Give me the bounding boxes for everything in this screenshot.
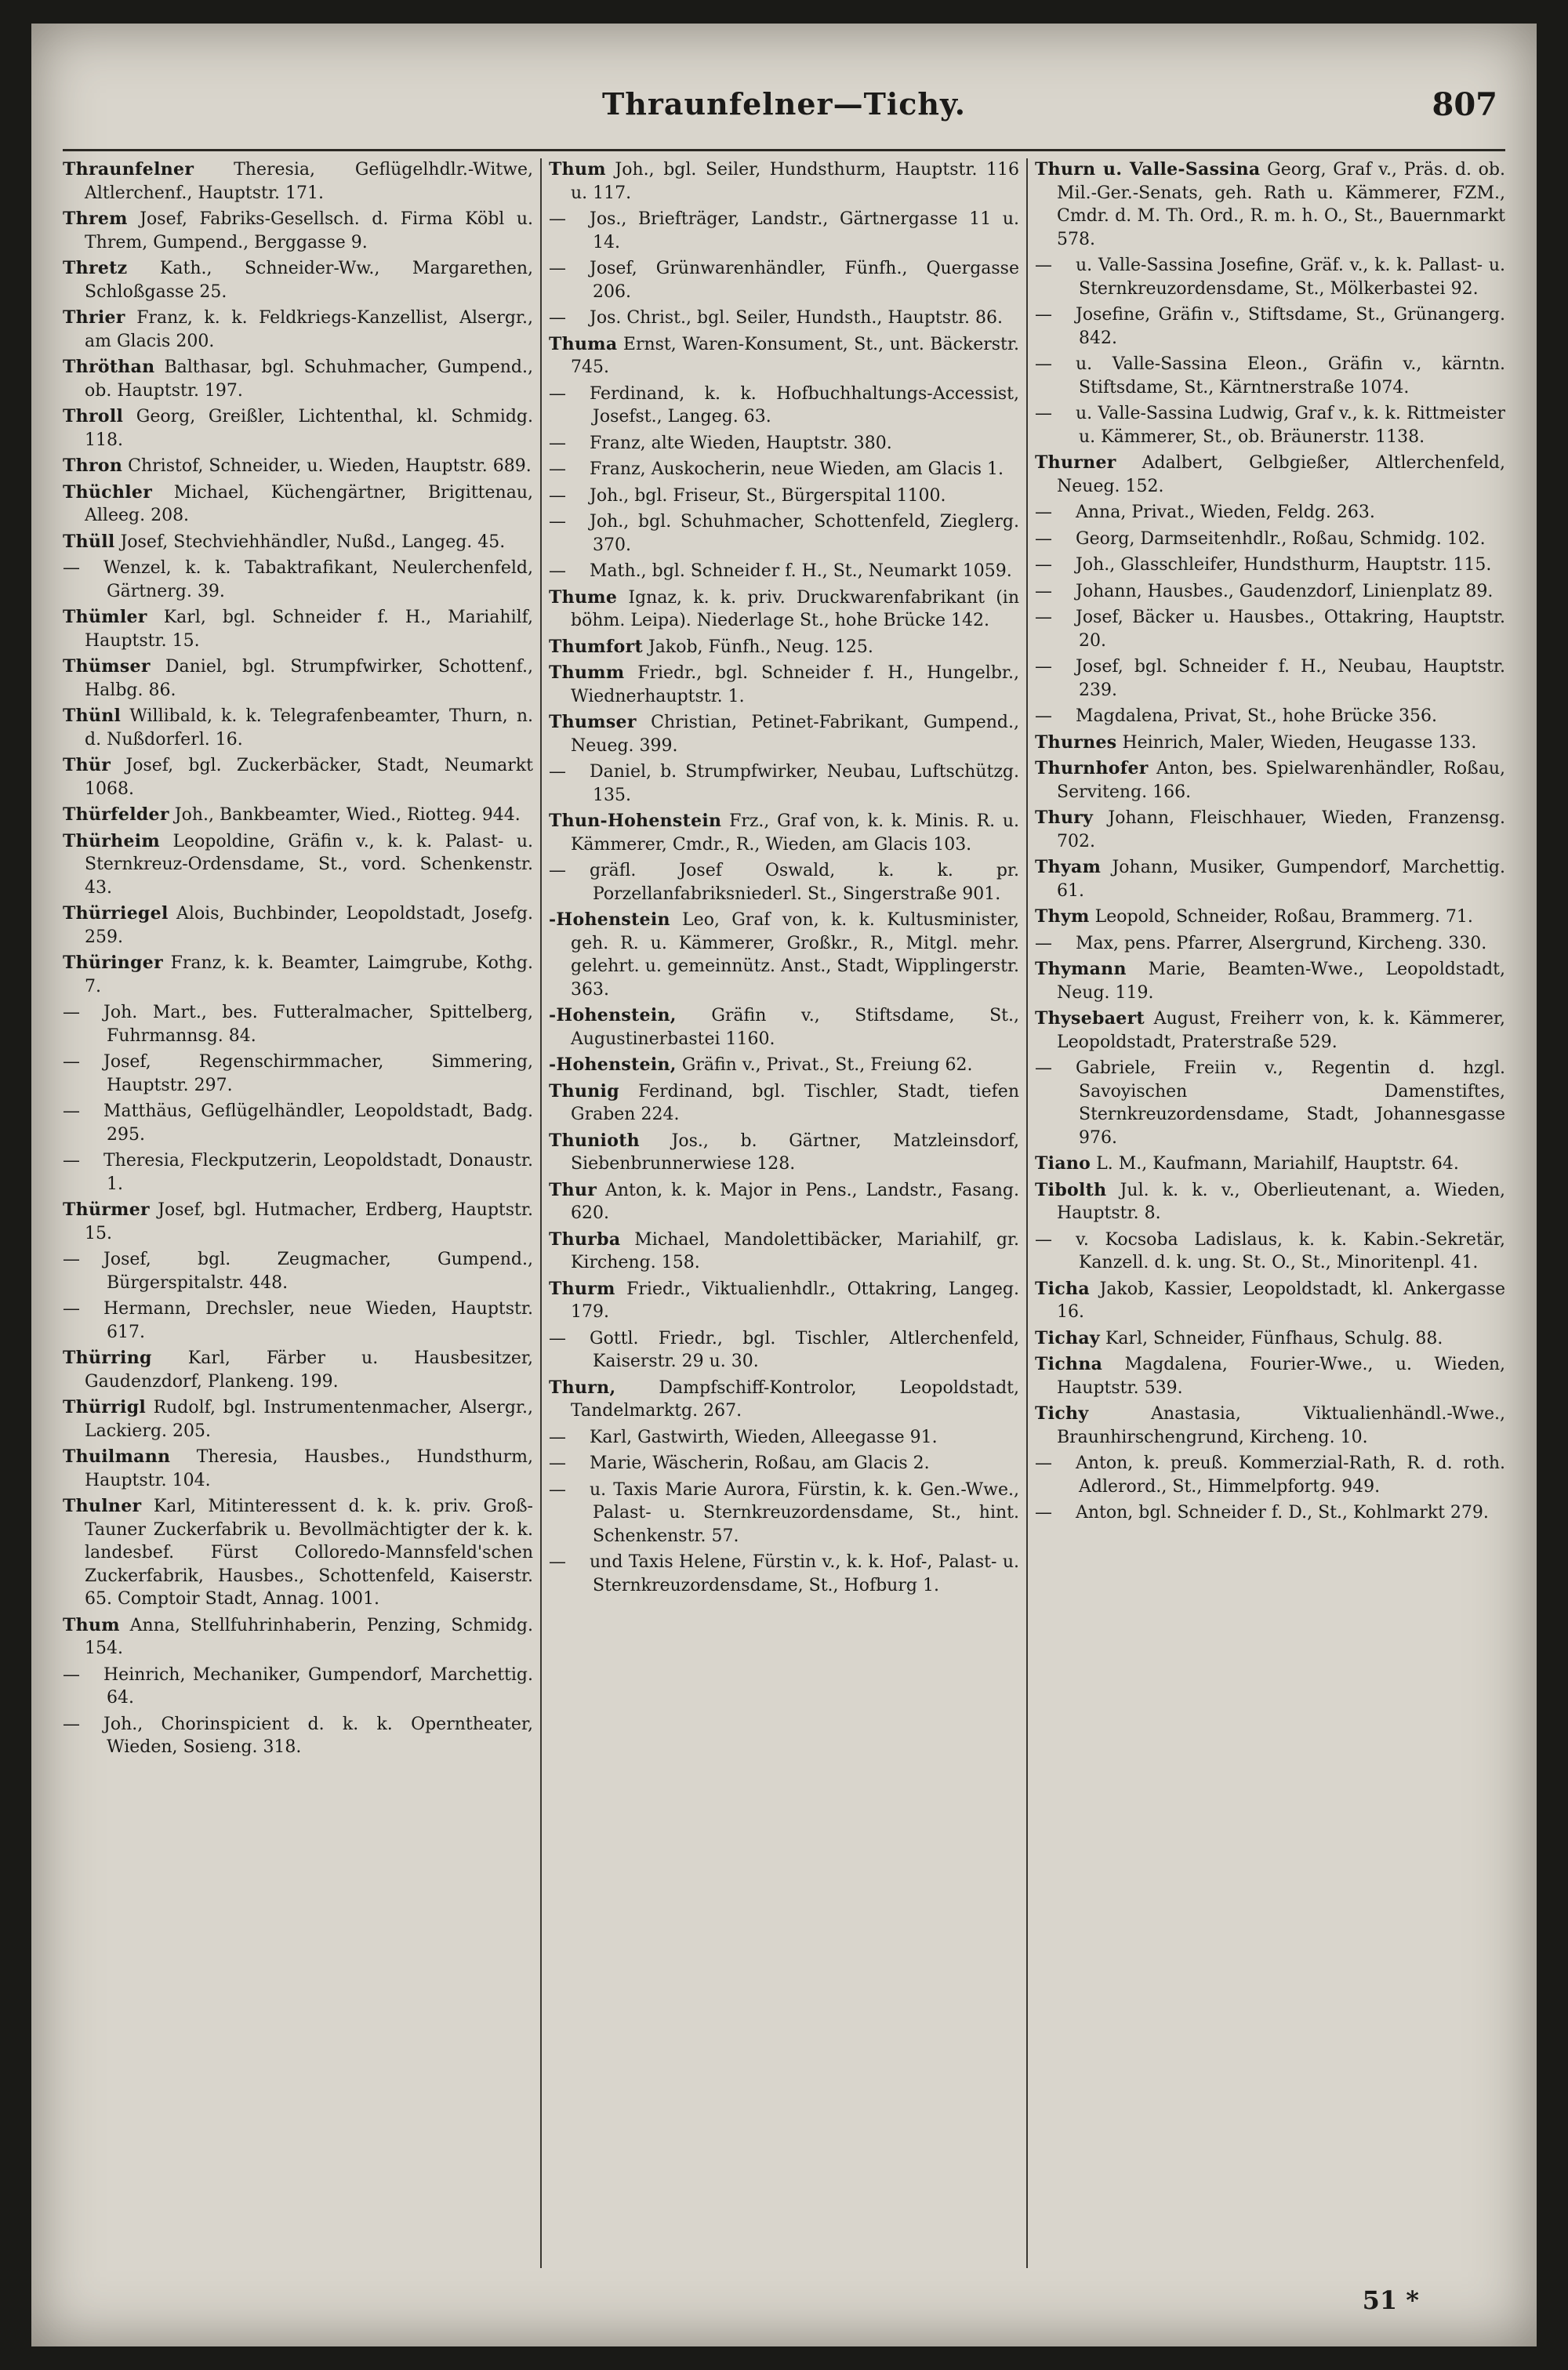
entry-surname: Thürheim bbox=[63, 830, 160, 851]
directory-entry bbox=[1035, 1403, 1505, 1449]
entry-text: Ferdinand, k. k. Hofbuchhaltungs-Accessist, Josefst., Langeg. 63. bbox=[590, 383, 1019, 426]
continuation-dash: — bbox=[1035, 933, 1052, 953]
entry-text: gräfl. Josef Oswald, k. k. pr. Porzellanfabriksniederl. St., Singerstraße 901. bbox=[590, 861, 1019, 904]
entry-text: Gräfin v., Stiftsdame, St., Augustinerbastei 1160. bbox=[571, 1006, 1019, 1049]
directory-entry bbox=[549, 1479, 1019, 1548]
directory-entry bbox=[549, 1426, 1019, 1450]
entry-surname: -Hohenstein bbox=[549, 909, 670, 930]
entry-text: Marie, Wäscherin, Roßau, am Glacis 2. bbox=[590, 1454, 930, 1473]
entry-text: Wenzel, k. k. Tabaktrafikant, Neulerchenfeld, Gärtnerg. 39. bbox=[103, 558, 533, 601]
directory-entry bbox=[549, 485, 1019, 508]
entry-surname: Thretz bbox=[63, 258, 128, 278]
directory-entry bbox=[63, 1495, 533, 1611]
entry-surname: Thröthan bbox=[63, 357, 155, 377]
entry-surname: Thurnes bbox=[1035, 731, 1117, 753]
directory-entry bbox=[549, 909, 1019, 1001]
directory-entry bbox=[549, 810, 1019, 856]
entry-surname: Thunioth bbox=[549, 1130, 640, 1151]
entry-text: v. Kocsoba Ladislaus, k. k. Kabin.-Sekretär, Kanzell. d. k. ung. St. O., St., Minoritenpl. 41. bbox=[1076, 1229, 1505, 1272]
continuation-dash: — bbox=[1035, 581, 1052, 601]
entry-text: Frz., Graf von, k. k. Minis. R. u. Kämmerer, Cmdr., R., Wieden, am Glacis 103. bbox=[571, 811, 1019, 855]
continuation-dash: — bbox=[549, 259, 566, 278]
entry-text: Georg, Greißler, Lichtenthal, kl. Schmidg. 118. bbox=[85, 407, 533, 450]
entry-text: Heinrich, Mechaniker, Gumpendorf, Marchettig. 64. bbox=[103, 1664, 533, 1708]
entry-text: Alois, Buchbinder, Leopoldstadt, Josefg. 259. bbox=[85, 904, 533, 947]
entry-text: Karl, bgl. Schneider f. H., Mariahilf, Hauptstr. 15. bbox=[85, 608, 533, 651]
entry-surname: Thürrigl bbox=[63, 1397, 147, 1417]
entry-text: Anna, Stellfuhrinhaberin, Penzing, Schmidg. 154. bbox=[85, 1615, 533, 1658]
continuation-dash: — bbox=[549, 308, 566, 328]
continuation-dash: — bbox=[63, 1299, 80, 1319]
directory-entry bbox=[63, 531, 533, 554]
directory-entry bbox=[1035, 1007, 1505, 1054]
entry-surname: Tichy bbox=[1035, 1403, 1089, 1424]
directory-entry bbox=[1035, 958, 1505, 1004]
entry-surname: Tichna bbox=[1035, 1354, 1103, 1374]
continuation-dash: — bbox=[1035, 555, 1052, 575]
continuation-dash: — bbox=[63, 558, 80, 578]
page-number: 807 bbox=[1432, 86, 1497, 123]
entry-surname: Thurnhofer bbox=[1035, 758, 1149, 779]
directory-entry bbox=[1035, 254, 1505, 300]
entry-surname: Thum bbox=[549, 159, 606, 180]
directory-entry bbox=[1035, 655, 1505, 702]
entry-text: und Taxis Helene, Fürstin v., k. k. Hof-, Palast- u. Sternkreuzordensdame, St., Hofburg 1. bbox=[590, 1552, 1019, 1595]
entry-text: Michael, Mandolettibäcker, Mariahilf, gr. Kircheng. 158. bbox=[571, 1229, 1019, 1272]
directory-entry bbox=[1035, 553, 1505, 577]
directory-entry bbox=[1035, 731, 1505, 755]
entry-text: Rudolf, bgl. Instrumentenmacher, Alsergr., Lackierg. 205. bbox=[85, 1398, 533, 1441]
entry-text: u. Valle-Sassina Josefine, Gräf. v., k. k. Pallast- u. Sternkreuzordensdame, St., Mölkerbastei 92. bbox=[1076, 256, 1505, 299]
directory-entry bbox=[63, 557, 533, 603]
entry-surname: Thumfort bbox=[549, 636, 643, 657]
entry-surname: Thümler bbox=[63, 607, 147, 627]
entry-surname: Thurner bbox=[1035, 452, 1116, 473]
running-head: Thraunfelner—Tichy. bbox=[601, 86, 966, 122]
header-rule bbox=[63, 149, 1505, 151]
directory-entry bbox=[63, 257, 533, 303]
continuation-dash: — bbox=[1035, 706, 1052, 726]
entry-surname: Thrier bbox=[63, 307, 125, 328]
entry-surname: Thüringer bbox=[63, 953, 163, 973]
entry-text: Hermann, Drechsler, neue Wieden, Hauptstr. 617. bbox=[103, 1299, 533, 1342]
entry-text: Joh. Mart., bes. Futteralmacher, Spittelberg, Fuhrmannsg. 84. bbox=[103, 1003, 533, 1046]
directory-entry bbox=[1035, 856, 1505, 902]
directory-entry bbox=[1035, 303, 1505, 350]
entry-text: Karl, Mitinteressent d. k. k. priv. Groß-Tauner Zuckerfabrik u. Bevollmächtigter der k. k. landesbef. Fürst Colloredo-Mannsfeld'schen Zuckerfabrik, Hausbes., Schottenfeld, Kaiserstr. 65. Comptoir Stadt, Annag. 1001. bbox=[85, 1497, 533, 1609]
entry-text: Dampfschiff-Kontrolor, Leopoldstadt, Tandelmarktg. 267. bbox=[571, 1377, 1019, 1421]
directory-entry bbox=[63, 158, 533, 205]
directory-entry bbox=[549, 208, 1019, 254]
continuation-dash: — bbox=[549, 1479, 566, 1500]
entry-text: u. Valle-Sassina Ludwig, Graf v., k. k. Rittmeister u. Kämmerer, St., ob. Bräunerstr. 1138. bbox=[1076, 404, 1505, 447]
directory-entry bbox=[63, 830, 533, 900]
entry-surname: Thron bbox=[63, 455, 123, 476]
entry-text: Jakob, Kassier, Leopoldstadt, kl. Ankergasse 16. bbox=[1057, 1279, 1505, 1322]
continuation-dash: — bbox=[1035, 657, 1052, 677]
directory-entry bbox=[1035, 528, 1505, 551]
entry-text: Kath., Schneider-Ww., Margarethen, Schloßgasse 25. bbox=[85, 259, 533, 302]
directory-entry bbox=[63, 1664, 533, 1710]
directory-entry bbox=[63, 1248, 533, 1294]
entry-surname: -Hohenstein, bbox=[549, 1054, 677, 1075]
directory-entry bbox=[549, 458, 1019, 481]
continuation-dash: — bbox=[63, 1250, 80, 1269]
directory-entry bbox=[1035, 906, 1505, 929]
entry-surname: Thuma bbox=[549, 333, 618, 354]
entry-surname: Thurn, bbox=[549, 1377, 616, 1398]
directory-page bbox=[31, 24, 1537, 2346]
directory-entry bbox=[63, 405, 533, 452]
directory-entry bbox=[63, 952, 533, 998]
directory-entry bbox=[549, 636, 1019, 659]
entry-text: Anton, bes. Spielwarenhändler, Roßau, Serviteng. 166. bbox=[1057, 759, 1505, 802]
entry-surname: Thünl bbox=[63, 706, 122, 726]
entry-text: Balthasar, bgl. Schuhmacher, Gumpend., ob. Hauptstr. 197. bbox=[85, 357, 533, 401]
entry-text: Josef, bgl. Schneider f. H., Neubau, Hauptstr. 239. bbox=[1076, 657, 1505, 700]
entry-surname: Thunig bbox=[549, 1080, 619, 1102]
entry-text: Math., bgl. Schneider f. H., St., Neumarkt 1059. bbox=[590, 561, 1012, 581]
entry-text: Marie, Beamten-Wwe., Leopoldstadt, Neug. 119. bbox=[1057, 960, 1505, 1003]
directory-entry bbox=[63, 606, 533, 652]
entry-text: Christian, Petinet-Fabrikant, Gumpend., Neueg. 399. bbox=[571, 713, 1019, 756]
entry-surname: Thraunfelner bbox=[63, 159, 194, 180]
directory-entry bbox=[1035, 353, 1505, 399]
directory-entry bbox=[549, 560, 1019, 583]
continuation-dash: — bbox=[549, 433, 566, 453]
directory-entry bbox=[549, 510, 1019, 557]
directory-entry bbox=[549, 760, 1019, 807]
entry-surname: Tiano bbox=[1035, 1153, 1091, 1174]
directory-entry bbox=[63, 655, 533, 702]
entry-text: Josef, bgl. Hutmacher, Erdberg, Hauptstr. 15. bbox=[85, 1200, 533, 1243]
entry-text: Anton, k. preuß. Kommerzial-Rath, R. d. roth. Adlerord., St., Himmelpfortg. 949. bbox=[1076, 1454, 1505, 1497]
continuation-dash: — bbox=[549, 1454, 566, 1473]
directory-entry bbox=[549, 1229, 1019, 1275]
continuation-dash: — bbox=[549, 512, 566, 532]
entry-text: Friedr., Viktualienhdlr., Ottakring, Langeg. 179. bbox=[571, 1279, 1019, 1322]
directory-entry bbox=[549, 859, 1019, 906]
entry-text: Friedr., bgl. Schneider f. H., Hungelbr., Wiednerhauptstr. 1. bbox=[571, 663, 1019, 706]
directory-entry bbox=[1035, 606, 1505, 652]
directory-entry bbox=[1035, 580, 1505, 604]
entry-text: Anastasia, Viktualienhändl.-Wwe., Braunhirschengrund, Kircheng. 10. bbox=[1057, 1404, 1505, 1447]
entry-text: Franz, alte Wieden, Hauptstr. 380. bbox=[590, 433, 892, 453]
entry-text: Joh., Chorinspicient d. k. k. Operntheater, Wieden, Sosieng. 318. bbox=[103, 1714, 533, 1757]
directory-entry bbox=[549, 307, 1019, 330]
directory-entry bbox=[63, 705, 533, 751]
entry-text: Franz, k. k. Feldkriegs-Kanzellist, Alsergr., am Glacis 200. bbox=[85, 308, 533, 351]
entry-surname: Ticha bbox=[1035, 1278, 1090, 1299]
directory-entry bbox=[549, 1377, 1019, 1423]
entry-text: Jakob, Fünfh., Neug. 125. bbox=[648, 637, 873, 657]
entry-surname: Thurm bbox=[549, 1278, 615, 1299]
directory-entry bbox=[63, 1298, 533, 1344]
directory-entry bbox=[549, 1179, 1019, 1225]
entry-text: u. Valle-Sassina Eleon., Gräfin v., kärntn. Stiftsdame, St., Kärntnerstraße 1074. bbox=[1076, 354, 1505, 397]
continuation-dash: — bbox=[549, 762, 566, 782]
entry-text: Ignaz, k. k. priv. Druckwarenfabrikant (in böhm. Leipa). Niederlage St., hohe Brücke 142. bbox=[571, 587, 1019, 630]
directory-entry bbox=[63, 481, 533, 528]
continuation-dash: — bbox=[549, 209, 566, 229]
directory-entry bbox=[63, 804, 533, 827]
directory-entry bbox=[549, 257, 1019, 303]
entry-surname: Thumm bbox=[549, 662, 625, 683]
continuation-dash: — bbox=[63, 1714, 80, 1734]
entry-text: L. M., Kaufmann, Mariahilf, Hauptstr. 64. bbox=[1096, 1154, 1459, 1174]
directory-entry bbox=[63, 902, 533, 949]
entry-surname: -Hohenstein, bbox=[549, 1005, 677, 1025]
entry-text: Theresia, Hausbes., Hundsthurm, Hauptstr. 104. bbox=[85, 1447, 533, 1490]
entry-surname: Thury bbox=[1035, 808, 1094, 828]
entry-text: Gabriele, Freiin v., Regentin d. hzgl. Savoyischen Damenstiftes, Sternkreuzordensdame, Stadt, Johannesgasse 976. bbox=[1076, 1058, 1505, 1148]
directory-entry bbox=[63, 1051, 533, 1097]
directory-entry bbox=[549, 1551, 1019, 1597]
directory-entry bbox=[1035, 807, 1505, 853]
entry-text: Johann, Fleischhauer, Wieden, Franzensg. 702. bbox=[1057, 808, 1505, 851]
directory-entry bbox=[549, 1130, 1019, 1176]
entry-text: Gräfin v., Privat., St., Freiung 62. bbox=[681, 1055, 973, 1075]
entry-surname: Tichay bbox=[1035, 1327, 1100, 1348]
continuation-dash: — bbox=[63, 1664, 80, 1685]
entry-surname: Thür bbox=[63, 755, 111, 775]
entry-surname: Thume bbox=[549, 586, 618, 608]
directory-entry bbox=[63, 1001, 533, 1047]
entry-text: Franz, k. k. Beamter, Laimgrube, Kothg. 7. bbox=[85, 953, 533, 996]
directory-entry bbox=[1035, 1327, 1505, 1351]
entry-text: Michael, Küchengärtner, Brigittenau, Alleeg. 208. bbox=[85, 482, 533, 525]
directory-entry bbox=[63, 1446, 533, 1492]
continuation-dash: — bbox=[63, 1003, 80, 1022]
directory-entry bbox=[1035, 1452, 1505, 1498]
entry-text: Karl, Gastwirth, Wieden, Alleegasse 91. bbox=[590, 1427, 938, 1447]
continuation-dash: — bbox=[1035, 305, 1052, 325]
directory-entry bbox=[63, 1396, 533, 1443]
directory-entry bbox=[1035, 1278, 1505, 1324]
continuation-dash: — bbox=[1035, 256, 1052, 275]
directory-entry bbox=[549, 1004, 1019, 1051]
entry-text: Georg, Graf v., Präs. d. ob. Mil.-Ger.-Senats, geh. Rath u. Kämmerer, FZM., Cmdr. d. M. Th. Ord., R. m. h. O., St., Bauernmarkt 578. bbox=[1057, 160, 1505, 249]
continuation-dash: — bbox=[549, 1328, 566, 1348]
entry-text: Josef, Stechviehhändler, Nußd., Langeg. 45. bbox=[120, 532, 506, 552]
entry-text: Johann, Musiker, Gumpendorf, Marchettig. 61. bbox=[1057, 858, 1505, 901]
page-header bbox=[63, 86, 1505, 141]
entry-text: Georg, Darmseitenhdlr., Roßau, Schmidg. 102. bbox=[1076, 528, 1486, 549]
entry-surname: Thun-Hohenstein bbox=[549, 811, 722, 831]
entry-surname: Throll bbox=[63, 406, 124, 426]
directory-entry bbox=[1035, 402, 1505, 448]
directory-entry bbox=[63, 356, 533, 402]
entry-surname: Tibolth bbox=[1035, 1179, 1107, 1200]
entry-surname: Thym bbox=[1035, 906, 1090, 927]
entry-text: Willibald, k. k. Telegrafenbeamter, Thurn, n. d. Nußdorferl. 16. bbox=[85, 706, 533, 749]
entry-text: Daniel, b. Strumpfwirker, Neubau, Luftschützg. 135. bbox=[590, 762, 1019, 805]
continuation-dash: — bbox=[1035, 1454, 1052, 1473]
column-divider bbox=[1026, 158, 1028, 2268]
directory-entry bbox=[549, 1327, 1019, 1374]
continuation-dash: — bbox=[1035, 1058, 1052, 1078]
entry-surname: Thysebaert bbox=[1035, 1008, 1145, 1029]
entry-text: Josef, bgl. Zuckerbäcker, Stadt, Neumarkt 1068. bbox=[85, 756, 533, 799]
entry-text: Anna, Privat., Wieden, Feldg. 263. bbox=[1076, 503, 1375, 522]
entry-text: Josefine, Gräfin v., Stiftsdame, St., Grünangerg. 842. bbox=[1076, 305, 1505, 348]
directory-entry bbox=[1035, 1179, 1505, 1225]
directory-entry bbox=[549, 1452, 1019, 1475]
directory-entry bbox=[549, 158, 1019, 205]
continuation-dash: — bbox=[1035, 608, 1052, 627]
column-1 bbox=[63, 158, 533, 2268]
entry-text: Josef, Grünwarenhändler, Fünfh., Quergasse 206. bbox=[590, 259, 1019, 302]
entry-text: Josef, Regenschirmmacher, Simmering, Hauptstr. 297. bbox=[103, 1052, 533, 1095]
directory-entry bbox=[1035, 1152, 1505, 1176]
continuation-dash: — bbox=[549, 485, 566, 506]
entry-text: Karl, Schneider, Fünfhaus, Schulg. 88. bbox=[1105, 1328, 1443, 1348]
continuation-dash: — bbox=[63, 1102, 80, 1121]
entry-surname: Thymann bbox=[1035, 959, 1127, 979]
continuation-dash: — bbox=[1035, 1229, 1052, 1250]
entry-surname: Threm bbox=[63, 209, 128, 229]
entry-text: Jul. k. k. v., Oberlieutenant, a. Wieden, Hauptstr. 8. bbox=[1057, 1180, 1505, 1223]
entry-text: Leopoldine, Gräfin v., k. k. Palast- u. Sternkreuz-Ordensdame, St., vord. Schenkenstr. 43. bbox=[85, 831, 533, 898]
directory-entry bbox=[1035, 932, 1505, 956]
directory-entry bbox=[1035, 1501, 1505, 1525]
directory-entry bbox=[63, 208, 533, 254]
entry-text: Max, pens. Pfarrer, Alsergrund, Kircheng. 330. bbox=[1076, 933, 1487, 953]
entry-surname: Thurn u. Valle-Sassina bbox=[1035, 159, 1261, 180]
continuation-dash: — bbox=[63, 1052, 80, 1072]
entry-surname: Thümser bbox=[63, 656, 151, 677]
entry-text: Franz, Auskocherin, neue Wieden, am Glacis 1. bbox=[590, 459, 1004, 479]
entry-text: Josef, Fabriks-Gesellsch. d. Firma Köbl u. Threm, Gumpend., Berggasse 9. bbox=[85, 209, 533, 252]
entry-text: Gottl. Friedr., bgl. Tischler, Altlerchenfeld, Kaiserstr. 29 u. 30. bbox=[590, 1328, 1019, 1371]
entry-surname: Thyam bbox=[1035, 857, 1102, 877]
entry-text: Josef, Bäcker u. Hausbes., Ottakring, Hauptstr. 20. bbox=[1076, 608, 1505, 651]
entry-text: Karl, Färber u. Hausbesitzer, Gaudenzdorf, Plankeng. 199. bbox=[85, 1348, 533, 1392]
entry-text: August, Freiherr von, k. k. Kämmerer, Leopoldstadt, Praterstraße 529. bbox=[1057, 1009, 1505, 1052]
directory-entry bbox=[1035, 705, 1505, 728]
entry-surname: Thuilmann bbox=[63, 1446, 171, 1467]
continuation-dash: — bbox=[549, 1552, 566, 1572]
continuation-dash: — bbox=[1035, 404, 1052, 423]
entry-text: Leo, Graf von, k. k. Kultusminister, geh. R. u. Kämmerer, Großkr., R., Mitgl. mehr. gelehrt. u. gemeinnütz. Anst., Stadt, Wipplingerstr. 363. bbox=[571, 910, 1019, 1000]
continuation-dash: — bbox=[63, 1151, 80, 1170]
entry-text: Joh., bgl. Friseur, St., Bürgerspital 1100. bbox=[590, 485, 946, 506]
entry-text: Magdalena, Fourier-Wwe., u. Wieden, Hauptstr. 539. bbox=[1057, 1355, 1505, 1398]
entry-text: Heinrich, Maler, Wieden, Heugasse 133. bbox=[1122, 732, 1477, 753]
directory-entry bbox=[1035, 757, 1505, 804]
entry-surname: Thürriegel bbox=[63, 903, 169, 924]
entry-text: u. Taxis Marie Aurora, Fürstin, k. k. Gen.-Wwe., Palast- u. Sternkreuzordensdame, St., hint. Schenkenstr. 57. bbox=[590, 1479, 1019, 1546]
entry-text: Joh., bgl. Seiler, Hundsthurm, Hauptstr. 116 u. 117. bbox=[571, 160, 1019, 203]
entry-text: Christof, Schneider, u. Wieden, Hauptstr. 689. bbox=[128, 456, 532, 476]
directory-entry bbox=[1035, 158, 1505, 251]
directory-entry bbox=[63, 1100, 533, 1146]
entry-surname: Thürring bbox=[63, 1348, 152, 1368]
continuation-dash: — bbox=[1035, 503, 1052, 522]
entry-surname: Thurba bbox=[549, 1229, 621, 1250]
column-2 bbox=[549, 158, 1019, 2268]
directory-entry bbox=[549, 1278, 1019, 1324]
continuation-dash: — bbox=[549, 1427, 566, 1447]
entry-surname: Thur bbox=[549, 1179, 597, 1200]
directory-entry bbox=[63, 754, 533, 800]
entry-text: Ferdinand, bgl. Tischler, Stadt, tiefen Graben 224. bbox=[571, 1081, 1019, 1124]
entry-text: Daniel, bgl. Strumpfwirker, Schottenf., Halbg. 86. bbox=[85, 657, 533, 700]
directory-entry bbox=[549, 333, 1019, 379]
entry-surname: Thürmer bbox=[63, 1200, 150, 1220]
entry-text: Matthäus, Geflügelhändler, Leopoldstadt, Badg. 295. bbox=[103, 1102, 533, 1145]
column-divider bbox=[540, 158, 542, 2268]
entry-text: Joh., bgl. Schuhmacher, Schottenfeld, Zieglerg. 370. bbox=[590, 512, 1019, 555]
entry-surname: Thürfelder bbox=[63, 804, 169, 825]
directory-entry bbox=[63, 1149, 533, 1196]
directory-entry bbox=[549, 383, 1019, 429]
entry-text: Anton, k. k. Major in Pens., Landstr., Fasang. 620. bbox=[571, 1180, 1019, 1223]
entry-surname: Thüchler bbox=[63, 481, 153, 503]
directory-entry bbox=[63, 1347, 533, 1393]
entry-text: Jos., Briefträger, Landstr., Gärtnergasse 11 u. 14. bbox=[590, 209, 1019, 252]
entry-text: Josef, bgl. Zeugmacher, Gumpend., Bürgerspitalstr. 448. bbox=[103, 1250, 533, 1293]
entry-text: Joh., Bankbeamter, Wied., Riotteg. 944. bbox=[174, 805, 521, 825]
directory-entry bbox=[63, 455, 533, 478]
directory-entry bbox=[549, 1054, 1019, 1077]
entry-text: Anton, bgl. Schneider f. D., St., Kohlmarkt 279. bbox=[1076, 1503, 1489, 1523]
entry-text: Ernst, Waren-Konsument, St., unt. Bäckerstr. 745. bbox=[571, 334, 1019, 377]
entry-text: Magdalena, Privat, St., hohe Brücke 356. bbox=[1076, 706, 1437, 726]
directory-entry bbox=[549, 711, 1019, 757]
entry-text: Theresia, Fleckputzerin, Leopoldstadt, Donaustr. 1. bbox=[103, 1151, 533, 1194]
column-3 bbox=[1035, 158, 1505, 2268]
directory-entry bbox=[1035, 1353, 1505, 1399]
continuation-dash: — bbox=[1035, 354, 1052, 374]
directory-entry bbox=[1035, 1229, 1505, 1275]
signature-mark: 51 * bbox=[1362, 2285, 1419, 2315]
columns bbox=[63, 158, 1505, 2268]
entry-text: Leopold, Schneider, Roßau, Brammerg. 71. bbox=[1094, 907, 1473, 927]
directory-entry bbox=[63, 1614, 533, 1660]
continuation-dash: — bbox=[549, 459, 566, 479]
entry-surname: Thumser bbox=[549, 712, 637, 732]
directory-entry bbox=[63, 1713, 533, 1759]
directory-entry bbox=[1035, 1057, 1505, 1149]
directory-entry bbox=[549, 586, 1019, 633]
entry-text: Jos. Christ., bgl. Seiler, Hundsth., Hauptstr. 86. bbox=[590, 308, 1003, 328]
continuation-dash: — bbox=[1035, 1503, 1052, 1523]
directory-entry bbox=[1035, 452, 1505, 498]
directory-entry bbox=[1035, 501, 1505, 524]
entry-text: Adalbert, Gelbgießer, Altlerchenfeld, Neueg. 152. bbox=[1057, 453, 1505, 496]
directory-entry bbox=[549, 662, 1019, 708]
continuation-dash: — bbox=[1035, 528, 1052, 549]
entry-surname: Thüll bbox=[63, 531, 115, 552]
directory-entry bbox=[63, 1199, 533, 1245]
continuation-dash: — bbox=[549, 561, 566, 581]
directory-entry bbox=[549, 432, 1019, 455]
continuation-dash: — bbox=[549, 861, 566, 880]
directory-entry bbox=[63, 307, 533, 353]
entry-text: Jos., b. Gärtner, Matzleinsdorf, Siebenbrunnerwiese 128. bbox=[571, 1131, 1019, 1174]
entry-surname: Thum bbox=[63, 1614, 120, 1635]
entry-surname: Thulner bbox=[63, 1496, 142, 1516]
entry-text: Johann, Hausbes., Gaudenzdorf, Linienplatz 89. bbox=[1076, 581, 1494, 601]
entry-text: Joh., Glasschleifer, Hundsthurm, Hauptstr. 115. bbox=[1076, 555, 1492, 575]
continuation-dash: — bbox=[549, 383, 566, 404]
entry-text: Theresia, Geflügelhdlr.-Witwe, Altlerchenf., Hauptstr. 171. bbox=[85, 160, 533, 203]
directory-entry bbox=[549, 1080, 1019, 1127]
